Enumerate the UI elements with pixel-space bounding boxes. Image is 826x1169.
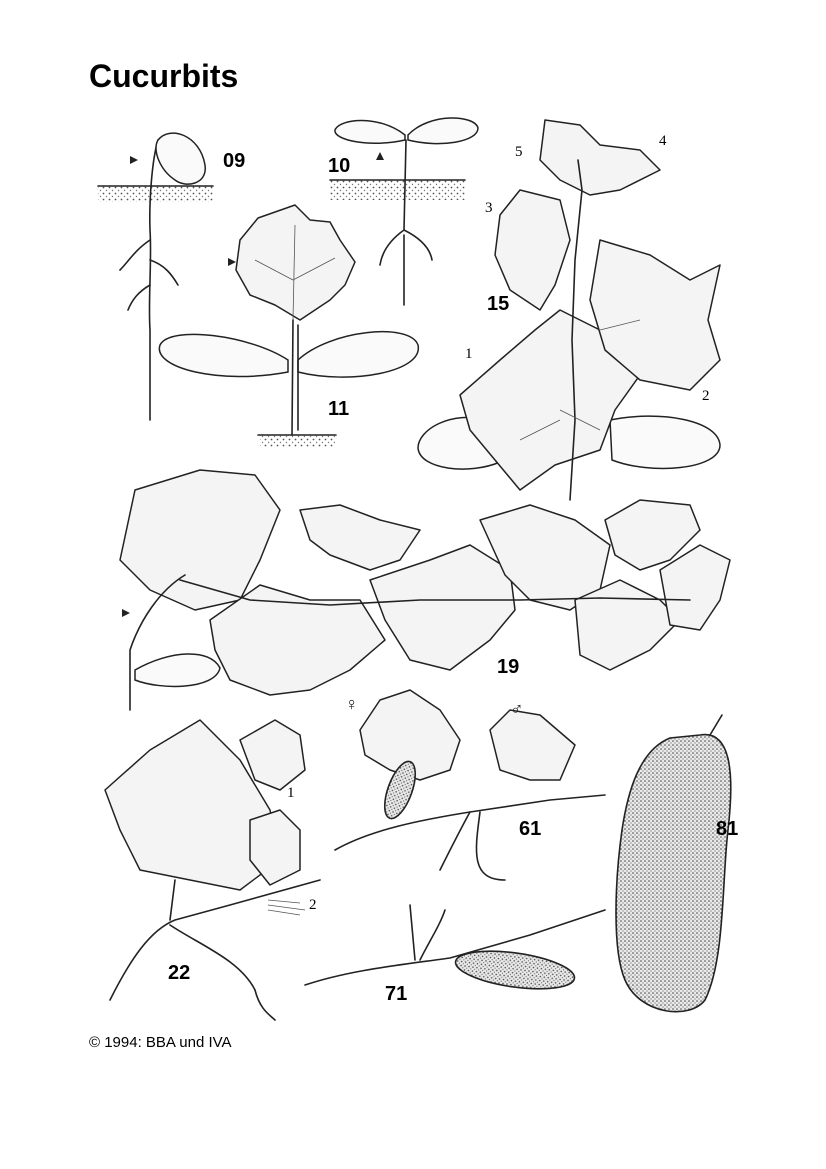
stage-label-22: 22 bbox=[168, 962, 191, 984]
stage-label-11: 11 bbox=[328, 398, 350, 420]
stage-15-plant bbox=[418, 120, 720, 500]
stage-label-61: 61 bbox=[519, 818, 542, 840]
stage-22-plant bbox=[105, 720, 320, 1020]
page-title: Cucurbits bbox=[89, 58, 239, 94]
stage-label-19: 19 bbox=[497, 656, 520, 678]
stage22-label-2: 2 bbox=[309, 897, 317, 913]
stage-09-seedling bbox=[98, 133, 213, 420]
stage-81-ripe-fruit bbox=[616, 715, 731, 1012]
leaf-number-3: 3 bbox=[485, 200, 493, 216]
leaf-number-2: 2 bbox=[702, 388, 710, 404]
leaf-number-4: 4 bbox=[659, 133, 667, 149]
male-symbol: ♂ bbox=[510, 699, 524, 719]
stage-19-plant bbox=[120, 470, 730, 710]
stage-label-15: 15 bbox=[487, 293, 510, 315]
stage22-label-1: 1 bbox=[287, 785, 295, 801]
stage-10-seedling bbox=[330, 118, 478, 305]
stage-11-first-leaf bbox=[159, 205, 418, 447]
stage-71-young-fruit bbox=[305, 905, 605, 995]
leaf-number-1: 1 bbox=[465, 346, 473, 362]
leaf-number-5: 5 bbox=[515, 144, 523, 160]
stage-61-flowering bbox=[335, 690, 605, 880]
stage-label-10: 10 bbox=[328, 155, 351, 177]
copyright-notice: © 1994: BBA und IVA bbox=[89, 1034, 232, 1051]
stage-label-09: 09 bbox=[223, 150, 246, 172]
stage-label-71: 71 bbox=[385, 983, 408, 1005]
stage-label-81: 81 bbox=[716, 818, 739, 840]
female-symbol: ♀ bbox=[345, 694, 359, 714]
